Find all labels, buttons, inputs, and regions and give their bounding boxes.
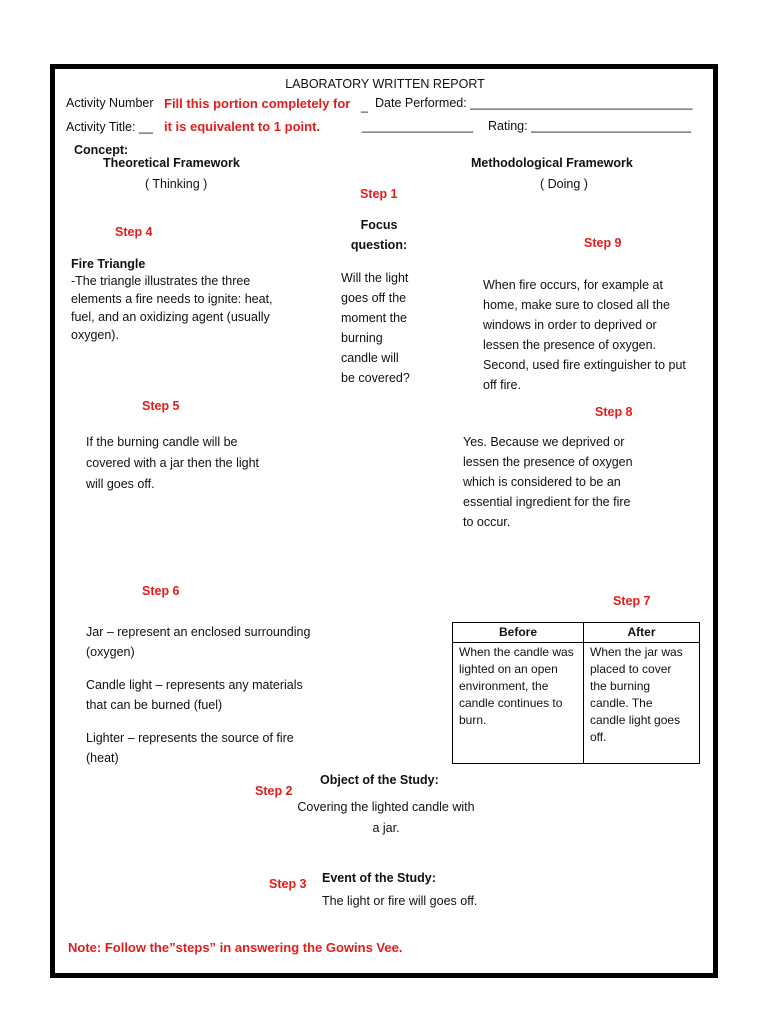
step6-jar-text: Jar – represent an enclosed surrounding (oxygen) xyxy=(86,625,311,659)
fill-note-line1: Fill this portion completely for xyxy=(164,96,351,111)
question-label: question: xyxy=(350,238,408,252)
object-of-study-title: Object of the Study: xyxy=(320,773,439,787)
after-header: After xyxy=(584,623,700,643)
event-of-study-title: Event of the Study: xyxy=(322,871,436,885)
step5-text: If the burning candle will be covered with a jar then the light will goes off. xyxy=(86,435,260,491)
object-of-study-text: Covering the lighted candle with a jar. xyxy=(297,800,475,835)
step6-lighter-text: Lighter – represents the source of fire (heat) xyxy=(86,731,294,765)
step6-candle-text: Candle light – represents any materials that can be burned (fuel) xyxy=(86,678,303,712)
step8-label: Step 8 xyxy=(595,405,633,419)
activity-title-blank: ________________ xyxy=(362,119,474,133)
footer-note: Note: Follow the”steps” in answering the Gowins Vee. xyxy=(68,940,403,955)
event-of-study-text: The light or fire will goes off. xyxy=(322,894,478,908)
focus-label: Focus xyxy=(360,218,398,232)
activity-number-label: Activity Number xyxy=(66,96,154,110)
step3-label: Step 3 xyxy=(269,877,307,891)
before-cell: When the candle was lighted on an open environment, the candle continues to burn. xyxy=(453,643,584,764)
report-title: LABORATORY WRITTEN REPORT xyxy=(285,77,485,91)
rating-label: Rating: _______________________ xyxy=(488,119,691,133)
fire-triangle-title: Fire Triangle xyxy=(71,257,146,271)
step9-text: When fire occurs, for example at home, make sure to closed all the windows in order to deprived or lessen the presence of oxygen. Second, used fire extinguisher to put off fire. xyxy=(483,278,686,392)
step4-label: Step 4 xyxy=(115,225,153,239)
focus-question-text: Will the light goes off the moment the burning candle will be covered? xyxy=(341,271,410,385)
fire-triangle-text: -The triangle illustrates the three elements a fire needs to ignite: heat, fuel, and an oxidizing agent (usually oxygen). xyxy=(71,274,273,342)
date-performed-label: Date Performed: ________________________________ xyxy=(375,96,693,110)
step6-label: Step 6 xyxy=(142,584,180,598)
before-header: Before xyxy=(453,623,584,643)
step7-label: Step 7 xyxy=(613,594,651,608)
step8-text: Yes. Because we deprived or lessen the presence of oxygen which is considered to be an essential ingredient for the fire to occur. xyxy=(463,435,633,529)
fill-note-line2: it is equivalent to 1 point. xyxy=(164,119,321,134)
step1-label: Step 1 xyxy=(360,187,398,201)
after-cell: When the jar was placed to cover the burning candle. The candle light goes off. xyxy=(584,643,700,764)
step2-label: Step 2 xyxy=(255,784,293,798)
dash: _ xyxy=(361,99,368,113)
step5-label: Step 5 xyxy=(142,399,180,413)
theoretical-framework-title: Theoretical Framework xyxy=(103,156,240,170)
step9-label: Step 9 xyxy=(584,236,622,250)
methodological-framework-title: Methodological Framework xyxy=(471,156,633,170)
concept-label: Concept: xyxy=(74,143,129,157)
activity-title-label: Activity Title: __ xyxy=(66,120,153,134)
theoretical-framework-sub: ( Thinking ) xyxy=(145,177,208,191)
before-after-table xyxy=(452,622,700,764)
methodological-framework-sub: ( Doing ) xyxy=(540,177,588,191)
